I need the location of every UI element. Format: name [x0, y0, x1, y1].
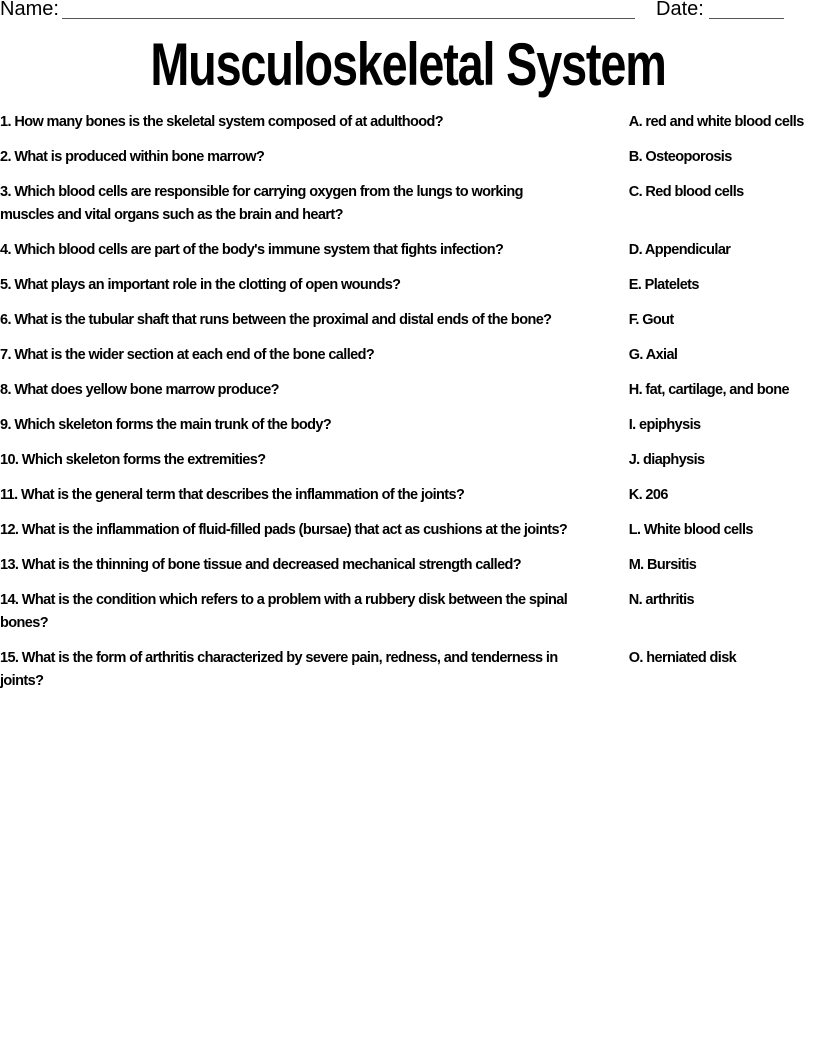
question-text: 10. Which skeleton forms the extremities? [0, 452, 266, 468]
question-text: 8. What does yellow bone marrow produce? [0, 382, 279, 398]
question-answer-list [0, 111, 816, 705]
answer-option: D. Appendicular [628, 242, 731, 258]
qa-row [0, 111, 816, 134]
qa-row [0, 647, 816, 693]
qa-row [0, 484, 816, 507]
answer-option: H. fat, cartilage, and bone [628, 382, 789, 398]
qa-row [0, 554, 816, 577]
question-text: 4. Which blood cells are part of the body's immune system that fights infection? [0, 242, 504, 258]
question-text: 14. What is the condition which refers to a problem with a rubbery disk between the spinal bones? [0, 592, 568, 631]
answer-option: O. herniated disk [628, 650, 737, 666]
name-line[interactable] [62, 18, 635, 19]
date-label: Date: [656, 0, 704, 20]
qa-row [0, 239, 816, 262]
question-text: 1. How many bones is the skeletal system composed of at adulthood? [0, 114, 444, 130]
name-label: Name: [0, 0, 59, 20]
answer-option: M. Bursitis [628, 557, 697, 573]
date-line[interactable] [709, 18, 784, 19]
answer-option: F. Gout [628, 312, 674, 328]
qa-row [0, 379, 816, 402]
question-text: 9. Which skeleton forms the main trunk of the body? [0, 417, 332, 433]
qa-row [0, 449, 816, 472]
header-row [0, 0, 816, 24]
qa-row [0, 344, 816, 367]
question-text: 6. What is the tubular shaft that runs between the proximal and distal ends of the bone? [0, 312, 552, 328]
answer-option: A. red and white blood cells [628, 114, 804, 130]
question-text: 2. What is produced within bone marrow? [0, 149, 265, 165]
qa-row [0, 519, 816, 542]
answer-option: E. Platelets [628, 277, 699, 293]
question-text: 13. What is the thinning of bone tissue and decreased mechanical strength called? [0, 557, 522, 573]
page-title: Musculoskeletal System [150, 31, 666, 98]
qa-row [0, 309, 816, 332]
qa-row [0, 146, 816, 169]
question-text: 7. What is the wider section at each end of the bone called? [0, 347, 375, 363]
qa-row [0, 274, 816, 297]
qa-row [0, 181, 816, 227]
answer-option: J. diaphysis [628, 452, 705, 468]
question-text: 12. What is the inflammation of fluid-filled pads (bursae) that act as cushions at the joints? [0, 522, 568, 538]
qa-row [0, 589, 816, 635]
question-text: 3. Which blood cells are responsible for carrying oxygen from the lungs to working muscles and vital organs such as the brain and heart? [0, 184, 523, 223]
answer-option: N. arthritis [628, 592, 695, 608]
answer-option: L. White blood cells [628, 522, 753, 538]
answer-option: I. epiphysis [628, 417, 701, 433]
qa-row [0, 414, 816, 437]
answer-option: K. 206 [628, 487, 668, 503]
question-text: 5. What plays an important role in the clotting of open wounds? [0, 277, 401, 293]
answer-option: C. Red blood cells [628, 184, 744, 200]
answer-option: G. Axial [628, 347, 678, 363]
question-text: 15. What is the form of arthritis characterized by severe pain, redness, and tenderness in joints? [0, 650, 558, 689]
answer-option: B. Osteoporosis [628, 149, 732, 165]
question-text: 11. What is the general term that describes the inflammation of the joints? [0, 487, 465, 503]
